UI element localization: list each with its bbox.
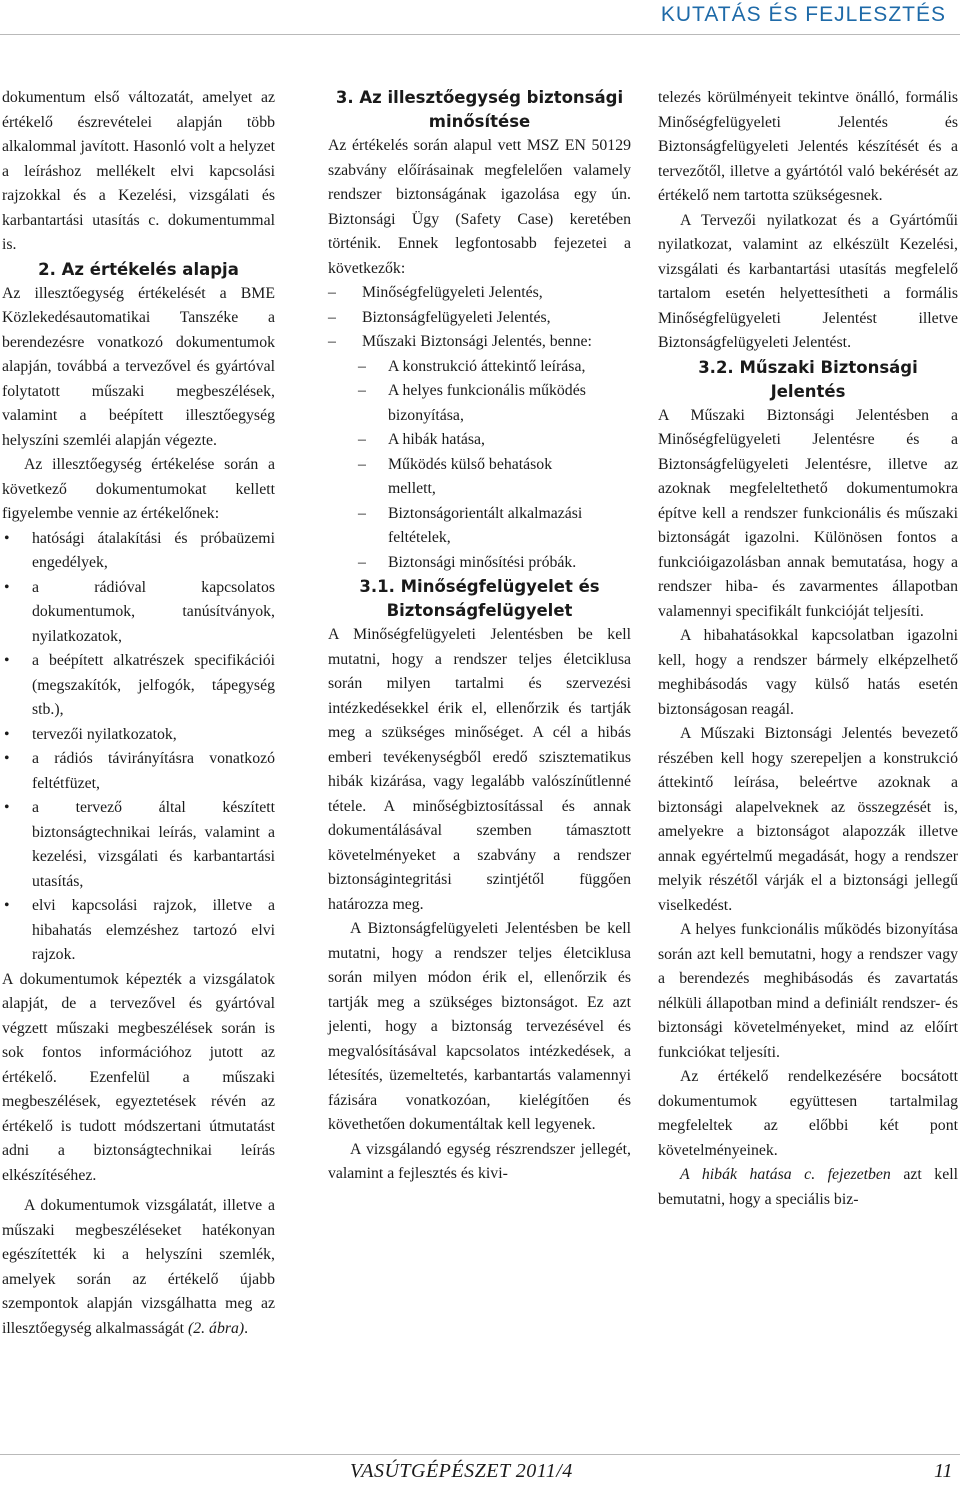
sub-chapter-list xyxy=(328,355,631,576)
list-item: • a tervező által készített biztonságtechnikai leírás, valamint a kezelési, vizsgálati és karbantartási utasítás, xyxy=(2,796,275,894)
list-item: • a beépített alkatrészek specifikációi (megszakítók, jelfogók, tápegység stb.), xyxy=(2,649,275,723)
list-item: – Műszaki Biztonsági Jelentés, benne: xyxy=(328,330,631,355)
list-item: – Biztonságfelügyeleti Jelentés, xyxy=(328,306,631,331)
chapter-reference: A hibák hatása c. fejezetben xyxy=(680,1166,891,1183)
list-item: – Biztonsági minősítési próbák. xyxy=(358,551,631,576)
list-item: • a rádiós távirányításra vonatkozó feltétfüzet, xyxy=(2,747,275,796)
running-head xyxy=(0,0,960,35)
chapter-list xyxy=(328,281,631,355)
list-item: – A konstrukció áttekintő leírása, xyxy=(358,355,631,380)
heading-section-3-2: 3.2. Műszaki Biztonsági Jelentés xyxy=(698,357,918,401)
paragraph-technical: A Műszaki Biztonsági Jelentésben a Minőségfelügyeleti Jelentésre és a Biztonságfelügyeleti Jelentésre, illetve az azoknak megfeleltethető dokumentumokra építve kell a rendszer funkcionális és műszaki biztonságát igazolni. Különösen fontos a funkcióigazolásban annak bemutatása, hogy a rendszer hiba- és zavarmentes állapotban valamennyi specifikált funkcióját teljesíti. xyxy=(658,406,958,620)
fault-chapter-text: azt kell bemutatni, hogy a speciális biz- xyxy=(658,1166,958,1208)
paragraph-safety: A Biztonságfelügyeleti Jelentésben be kell mutatni, hogy a rendszer teljes életciklusa során milyen módon érik el, ellenőrzik és tartják meg a szükséges biztonságot. Ez azt jelenti, hogy a biztonság tervezésével és megvalósításával kapcsolatos intézkedések, a létesítés, üzemeltetés, karbantartás valamennyi fázisára vonatkozóan, kielégítően és követhetően dokumentáltak kell legyenek. xyxy=(328,920,631,1133)
review-end: . xyxy=(244,1319,249,1337)
paragraph-documents: A dokumentumok képezték a vizsgálatok alapját, de a tervezővel és gyártóval végzett műszaki megbeszélések során is sok fontos információhoz jutott az értékelő. Ezenfelül a műszaki megbeszélések, egyeztetések révén az értékelő is tudott módszertani útmutatást adni a biztonságtechnikai leírás elkészítéséhez. xyxy=(2,970,275,1184)
list-item: – Biztonságorientált alkalmazási feltételek, xyxy=(358,502,631,551)
paragraph-introductory-part: A Műszaki Biztonsági Jelentés bevezető részében kell hogy szerepeljen a konstrukció áttekintő leírása, beleértve azoknak a biztonsági alapelveknek az összegzését is, amelyekre a biztonságot alapozzák illetve annak egyértelmű megadását, hogy a rendszer melyik részétől várják el a biztonsági jellegű viselkedést. xyxy=(658,725,958,914)
paragraph-fault-effects: A hibahatásokkal kapcsolatban igazolni kell, hogy a rendszer bármely elképzelhető meghibásodás vagy külső hatás esetén biztonságosan reagál. xyxy=(658,627,958,718)
paragraph-review xyxy=(2,1194,275,1341)
paragraph-intro: dokumentum első változatát, amelyet az értékelő észrevételei alapján több alkalommal javított. Hasonló volt a helyzet a leíráshoz mellékelt elvi kapcsolási rajzokkal és a Kezelési, vizsgálati és karbantartási utasítás c. dokumentummal is. xyxy=(2,89,275,253)
list-item: • elvi kapcsolási rajzok, illetve a hibahatás elemzéshez tartozó elvi rajzok. xyxy=(2,894,275,968)
paragraph-functional: A helyes funkcionális működés bizonyítása során azt kell bemutatni, hogy a rendszer vagy a berendezés meghibásodás és zavartatás nélküli állapotban mind a definiált rendszer- és biztonsági követelményeket, mind az előírt funkciókat teljesíti. xyxy=(658,921,958,1061)
paragraph-fault-chapter xyxy=(658,1163,958,1212)
list-item: – A hibák hatása, xyxy=(358,428,631,453)
document-list xyxy=(2,527,275,968)
column-1 xyxy=(2,86,275,1341)
column-2 xyxy=(328,86,631,1187)
paragraph-documents-sufficient: Az értékelő rendelkezésére bocsátott dokumentumok együttesen tartalmilag megfeleltek az előbbi két pont követelményeinek. xyxy=(658,1068,958,1159)
list-item: – A helyes funkcionális működés bizonyítása, xyxy=(358,379,631,428)
heading-section-3-1: 3.1. Minőségfelügyelet és Biztonságfelügyelet xyxy=(359,577,600,620)
paragraph-consider: Az illesztőegység értékelése során a következő dokumentumokat kellett figyelembe vennie az értékelőnek: xyxy=(2,456,275,522)
journal-title: VASÚTGÉPÉSZET 2011/4 xyxy=(350,1460,573,1482)
list-item: – Minőségfelügyeleti Jelentés, xyxy=(328,281,631,306)
list-item: • hatósági átalakítási és próbaüzemi engedélyek, xyxy=(2,527,275,576)
paragraph-quality: A Minőségfelügyeleti Jelentésben be kell mutatni, hogy a rendszer teljes életciklusa során milyen tartalmi és szervezési intézkedésekkel érik el, ellenőrzik és tartják meg a szükséges minőséget. A cél a hibás emberi tevékenységből eredő szisztematikus hibák kizárása, vagy legalább valószínűtlenné tétele. A minőségbiztosítással és annak dokumentálásával szemben támasztott követelményeket a szabvány a rendszer biztonságintegritási szintjétől függően határozza meg. xyxy=(328,626,631,913)
list-item: – Működés külső behatások mellett, xyxy=(358,453,631,502)
paragraph-declarations: A Tervezői nyilatkozat és a Gyártóműi nyilatkozat, valamint az elkészült Kezelési, vizsgálati és karbantartási utasítás megfelelő tartalom esetén helyettesítheti a formális Minőségfelügyeleti Jelentést illetve Biztonságfelügyeleti Jelentést. xyxy=(658,211,958,351)
footer-rule xyxy=(0,1454,960,1455)
list-item: • a rádióval kapcsolatos dokumentumok, tanúsítványok, nyilatkozatok, xyxy=(2,576,275,650)
page-number: 11 xyxy=(934,1460,953,1482)
figure-reference: (2. ábra) xyxy=(188,1319,245,1337)
column-3 xyxy=(658,86,958,1212)
heading-section-3: 3. Az illesztőegység biztonsági minősítése xyxy=(335,88,624,131)
paragraph-standard: Az értékelés során alapul vett MSZ EN 50129 szabvány előírásainak megfelelően valamely rendszer biztonságának igazolása egy ún. Biztonsági Ügy (Safety Case) keretében történik. Ennek legfontosabb fejezetei a következők: xyxy=(328,137,631,277)
paragraph-unit: A vizsgálandó egység részrendszer jellegét, valamint a fejlesztés és kivi- xyxy=(328,1140,631,1182)
heading-section-2: 2. Az értékelés alapja xyxy=(38,259,239,279)
paragraph-basis: Az illesztőegység értékelését a BME Közlekedésautomatikai Tanszéke a berendezésre vonatkozó dokumentumok alapján, továbbá a tervezővel és gyártóval folytatott műszaki megbeszélések, valamint a beépített illesztőegység helyszíni szemléi alapján végezte. xyxy=(2,284,275,449)
section-title: KUTATÁS ÉS FEJLESZTÉS xyxy=(660,3,946,26)
review-text: A dokumentumok vizsgálatát, illetve a műszaki megbeszéléseket hatékonyan egészítették ki a helyszíni szemlék, amelyek során az értékelő újabb szempontok alapján vizsgálhatta meg az illesztőegység alkalmasságát xyxy=(2,1197,275,1337)
list-item: • tervezői nyilatkozatok, xyxy=(2,723,275,748)
paragraph-continuation: telezés körülményeit tekintve önálló, formális Minőségfelügyeleti Jelentés és Biztonságfelügyeleti Jelentés készítését és a tervezőtől, illetve a gyártótól való bekérését az értékelő nem tartotta szükségesnek. xyxy=(658,89,958,204)
